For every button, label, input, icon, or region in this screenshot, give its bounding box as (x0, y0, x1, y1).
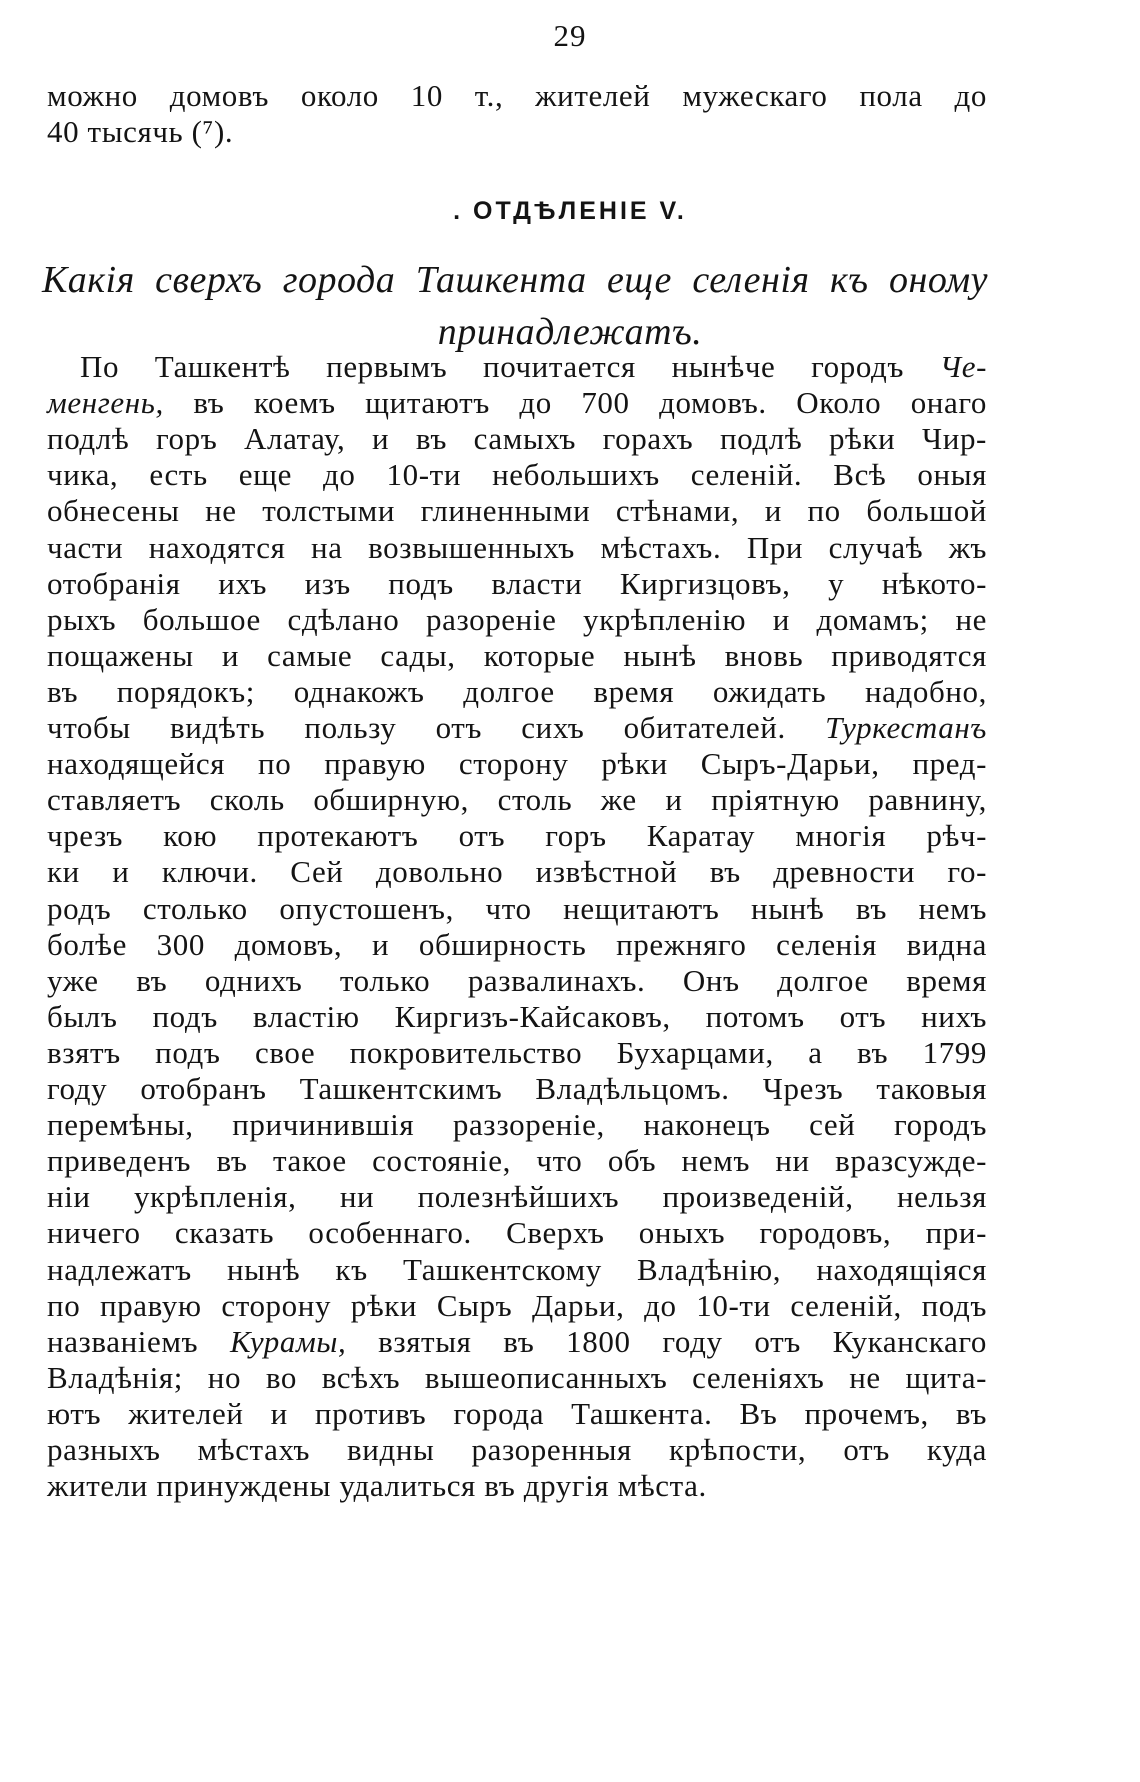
text-line (47, 1179, 987, 1215)
text-line (47, 638, 987, 674)
text-line (47, 963, 987, 999)
text-run: жители принуждены удалиться въ другія мѣста. (47, 1468, 707, 1503)
section-heading: . ОТДѢЛЕНІЕ V. (453, 197, 687, 225)
text-line (47, 891, 987, 927)
text-line (47, 385, 987, 421)
text-run: болѣе 300 домовъ, и обширность прежняго селенія видна (47, 927, 987, 962)
italic-name: Курамы, (229, 1324, 347, 1359)
text-run: ніи укрѣпленія, ни полезнѣйшихъ произведеній, нельзя (47, 1179, 987, 1214)
text-run: рыхъ большое сдѣлано разореніе укрѣпленію и домамъ; не (47, 602, 987, 637)
text-run: по правую сторону рѣки Сыръ Дарьи, до 10-ти селеній, подъ (47, 1288, 987, 1323)
text-run: родъ столько опустошенъ, что нещитаютъ нынѣ въ немъ (47, 891, 987, 926)
text-line (47, 1360, 987, 1396)
text-run: ютъ жителей и противъ города Ташкента. Въ прочемъ, въ (47, 1396, 987, 1431)
text-run: подлѣ горъ Алатау, и въ самыхъ горахъ подлѣ рѣки Чир- (47, 421, 987, 456)
text-line (47, 421, 987, 457)
text-run: въ порядокъ; однакожъ долгое время ожидать надобно, (47, 674, 987, 709)
text-line (47, 746, 987, 782)
text-run: части находятся на возвышенныхъ мѣстахъ. При случаѣ жъ (47, 530, 987, 565)
text-run: отобранія ихъ изъ подъ власти Киргизцовъ, у нѣкото- (47, 566, 987, 601)
text-run: взятыя въ 1800 году отъ Куканскаго (346, 1324, 987, 1359)
text-run: чрезъ кою протекаютъ отъ горъ Каратау многія рѣч- (47, 818, 987, 853)
text-run: разныхъ мѣстахъ видны разоренныя крѣпости, отъ куда (47, 1432, 987, 1467)
text-line (47, 566, 987, 602)
text-run: ставляетъ сколь обширную, столь же и пріятную равнину, (47, 782, 987, 817)
text-run: чтобы видѣть пользу отъ сихъ обитателей. (47, 710, 826, 745)
text-line (47, 457, 987, 493)
text-run: былъ подъ властію Киргизъ-Кайсаковъ, потомъ отъ нихъ (47, 999, 987, 1034)
intro-line: 40 тысячь (⁷). (47, 114, 234, 149)
italic-name: менгень, (47, 385, 164, 420)
text-line (47, 1035, 987, 1071)
text-line (47, 710, 987, 746)
page-number: 29 (553, 18, 587, 53)
text-run: названіемъ (47, 1324, 230, 1359)
text-line (47, 1396, 987, 1432)
text-line (47, 1215, 987, 1251)
text-line (80, 349, 987, 385)
text-line (47, 674, 987, 710)
text-run: году отобранъ Ташкентскимъ Владѣльцомъ. Чрезъ таковыя (47, 1071, 987, 1106)
italic-name: Че- (939, 349, 987, 384)
text-run: взятъ подъ свое покровительство Бухарцами, а въ 1799 (47, 1035, 987, 1070)
text-run: приведенъ въ такое состояніе, что объ немъ ни вразсужде- (47, 1143, 987, 1178)
text-line (47, 818, 987, 854)
text-line (47, 1288, 987, 1324)
text-run: ничего сказать особеннаго. Сверхъ оныхъ городовъ, при- (47, 1215, 987, 1250)
text-run: перемѣны, причинившія раззореніе, наконецъ сей городъ (47, 1107, 987, 1142)
text-run: въ коемъ щитаютъ до 700 домовъ. Около онаго (163, 385, 987, 420)
italic-name: Туркестанъ (825, 710, 987, 745)
text-line (47, 782, 987, 818)
text-run: чика, есть еще до 10-ти небольшихъ селеній. Всѣ оныя (47, 457, 987, 492)
text-line (47, 1468, 987, 1504)
text-run: Владѣнія; но во всѣхъ вышеописанныхъ селеніяхъ не щита- (47, 1360, 987, 1395)
text-line (47, 1252, 987, 1288)
text-line (47, 493, 987, 529)
section-title-line: Какія сверхъ города Ташкента еще селенія къ оному (42, 259, 988, 301)
text-line (47, 1107, 987, 1143)
text-line (47, 602, 987, 638)
text-run: уже въ однихъ только развалинахъ. Онъ долгое время (47, 963, 987, 998)
text-run: обнесены не толстыми глиненными стѣнами, и по большой (47, 493, 987, 528)
text-run: надлежатъ нынѣ къ Ташкентскому Владѣнію, находящіяся (47, 1252, 987, 1287)
text-line (47, 1071, 987, 1107)
section-title-line: принадлежатъ. (437, 311, 703, 353)
text-line (47, 854, 987, 890)
text-run: находящейся по правую сторону рѣки Сыръ-Дарьи, пред- (47, 746, 987, 781)
text-line (47, 530, 987, 566)
text-run: По Ташкентѣ первымъ почитается нынѣче городъ (80, 349, 940, 384)
text-line (47, 999, 987, 1035)
text-line (47, 1324, 987, 1360)
text-run: пощажены и самые сады, которые нынѣ вновь приводятся (47, 638, 987, 673)
intro-line: можно домовъ около 10 т., жителей мужескаго пола до (47, 78, 987, 113)
text-line (47, 1143, 987, 1179)
text-run: ки и ключи. Сей довольно извѣстной въ древности го- (47, 854, 987, 889)
text-line (47, 927, 987, 963)
text-line (47, 1432, 987, 1468)
